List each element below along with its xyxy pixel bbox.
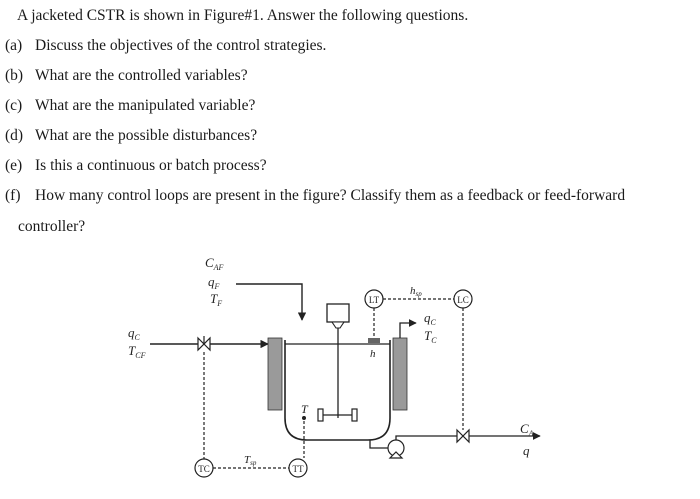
agitator-motor — [327, 304, 349, 322]
question-text: How many control loops are present in the figure? Classify them as a feedback or feed-forward — [35, 187, 626, 204]
temp-setpoint-label: Tsp — [244, 454, 257, 467]
coolant-valve — [198, 336, 210, 350]
svg-text:TF: $T_F$ — [210, 291, 223, 308]
reactor-temp-label: T — [301, 402, 308, 416]
question-label: (c) — [5, 97, 23, 114]
question-f-continuation: controller? — [18, 218, 86, 235]
temp-probe-tip — [302, 416, 306, 420]
question-label: (b) — [5, 67, 24, 84]
question-label: (a) — [5, 37, 23, 54]
coolant-outlet-line — [400, 323, 416, 338]
reactor-drain-line — [370, 440, 388, 448]
temperature-transmitter-label: TT — [292, 464, 304, 474]
svg-text:q: q — [523, 443, 530, 458]
svg-text:qF: $q_F$ — [208, 274, 220, 291]
svg-text:CA: $C_A$ — [520, 421, 534, 438]
pump — [388, 440, 404, 458]
level-transmitter-label: LT — [368, 295, 380, 305]
question-text: Is this a continuous or batch process? — [35, 157, 267, 174]
coolant-in-labels — [128, 325, 146, 360]
svg-text:CAF: $C_{AF}$ — [205, 255, 224, 272]
svg-text:qC: $q_C$ — [128, 325, 140, 342]
outlet-valve — [457, 430, 469, 442]
question-text: What are the controlled variables? — [35, 67, 248, 84]
jacket-left — [268, 338, 282, 410]
coolant-out-labels — [424, 310, 437, 345]
level-controller-label: LC — [457, 295, 469, 305]
svg-text:qC: $q_C$ — [424, 310, 436, 327]
feed-labels — [205, 255, 224, 308]
jacket-right — [393, 338, 407, 410]
question-label: (e) — [5, 157, 23, 174]
question-text: What are the manipulated variable? — [35, 97, 256, 114]
question-text: Discuss the objectives of the control strategies. — [35, 37, 327, 54]
question-label: (d) — [5, 127, 24, 144]
agitator-coupling — [332, 322, 344, 328]
feed-line — [236, 284, 302, 320]
question-text: What are the possible disturbances? — [35, 127, 258, 144]
svg-text:TC: $T_C$ — [424, 328, 437, 345]
outlet-labels — [520, 421, 534, 458]
level-label: h — [370, 348, 376, 360]
temperature-controller-label: TC — [198, 464, 210, 474]
intro-text: A jacketed CSTR is shown in Figure#1. Answer the following questions. — [17, 7, 469, 24]
level-setpoint-label: hsp — [410, 285, 422, 298]
level-sensor — [368, 338, 380, 343]
svg-text:TCF: $T_{CF}$ — [128, 343, 146, 360]
question-label: (f) — [5, 187, 21, 204]
